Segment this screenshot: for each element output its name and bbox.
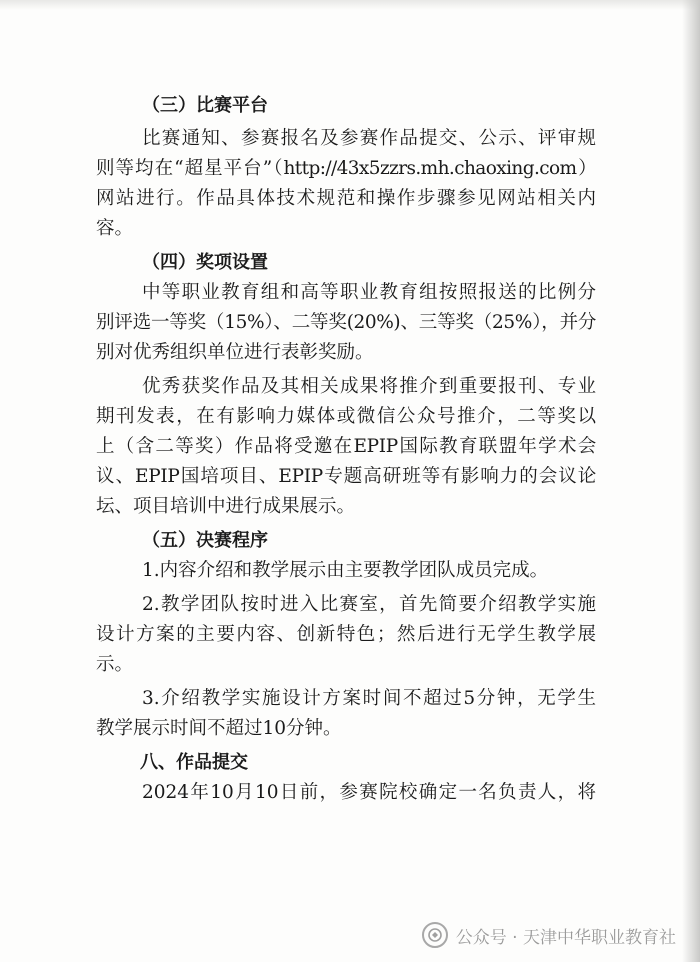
paragraph-line: 2024年10月10日前，参赛院校确定一名负责人，将 [142,782,596,803]
list-item: 2.教学团队按时进入比赛室，首先简要介绍教学实施 [142,594,596,615]
section-heading-awards: （四）奖项设置 [142,252,268,273]
paragraph-line: 议、EPIP国培项目、EPIP专题高研班等有影响力的会议论 [96,466,596,487]
paragraph-line: 网站进行。作品具体技术规范和操作步骤参见网站相关内 [96,188,596,209]
paragraph-line: 别对优秀组织单位进行表彰奖励。 [96,342,374,363]
section-heading-platform: （三）比赛平台 [142,95,268,116]
paragraph-line: 优秀获奖作品及其相关成果将推介到重要报刊、专业 [142,376,596,397]
scan-top-shadow [0,0,700,10]
document-body [96,88,596,808]
paragraph-line: 中等职业教育组和高等职业教育组按照报送的比例分 [142,282,596,303]
paragraph-line: 容。 [96,218,134,239]
paragraph-line: 比赛通知、参赛报名及参赛作品提交、公示、评审规 [142,128,596,149]
watermark-text: 公众号 · 天津中华职业教育社 [455,927,676,948]
paragraph-line: 则等均在“超星平台”（http://43x5zzrs.mh.chaoxing.com） [96,158,596,179]
paragraph-line: 教学展示时间不超过10分钟。 [96,718,342,739]
paragraph-line: 期刊发表，在有影响力媒体或微信公众号推介，二等奖以 [96,406,596,427]
scan-right-edge [682,0,700,962]
paragraph-line: 坛、项目培训中进行成果展示。 [96,496,356,517]
section-heading-submission: 八、作品提交 [140,752,248,773]
list-item: 3.介绍教学实施设计方案时间不超过5分钟，无学生 [142,688,596,709]
paragraph-line: 上（含二等奖）作品将受邀在EPIP国际教育联盟年学术会 [96,436,596,457]
watermark [422,922,676,948]
paragraph-line: 别评选一等奖（15%）、二等奖(20%)、三等奖（25%），并分 [96,312,596,333]
section-heading-final-procedure: （五）决赛程序 [142,530,268,551]
paragraph-line: 示。 [96,654,134,675]
list-item: 1.内容介绍和教学展示由主要教学团队成员完成。 [142,560,549,581]
paragraph-line: 设计方案的主要内容、创新特色；然后进行无学生教学展 [96,624,596,645]
wechat-official-account-icon [422,922,448,948]
